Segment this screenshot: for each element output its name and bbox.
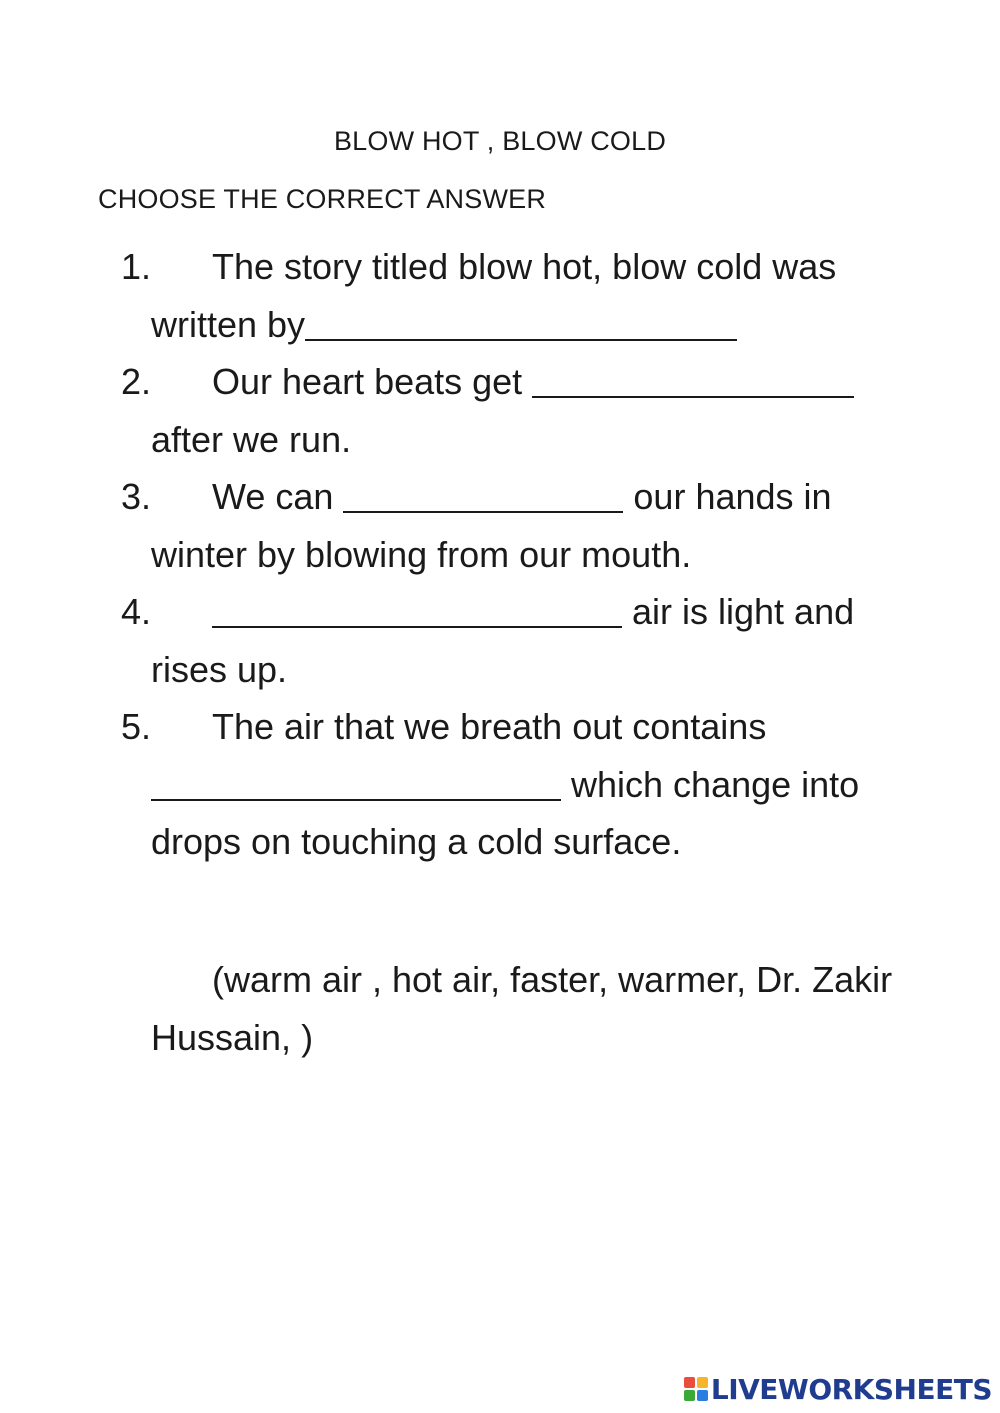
- answer-blank-4[interactable]: [212, 586, 622, 628]
- question-text: The air that we breath out contains: [212, 706, 767, 747]
- question-number: 2.: [121, 361, 152, 402]
- question-number: 5.: [121, 706, 152, 747]
- question-2: [0, 353, 911, 468]
- question-text: We can: [212, 476, 344, 517]
- question-5: [0, 698, 911, 871]
- options-text: (warm air , hot air, faster, warmer, Dr. Zakir Hussain, ): [151, 959, 893, 1058]
- answer-options: [151, 951, 911, 1066]
- question-text-after: after we run.: [151, 418, 352, 460]
- worksheet-instruction: CHOOSE THE CORRECT ANSWER: [98, 184, 547, 214]
- question-number: 3.: [121, 476, 152, 517]
- liveworksheets-logo-icon: [683, 1376, 709, 1402]
- question-text: The story titled blow hot, blow cold was written by: [151, 246, 837, 345]
- question-text-after: which change into drops on touching a cold surface.: [151, 763, 860, 862]
- question-text: Our heart beats get: [212, 361, 533, 402]
- watermark-text: LIVEWORKSHEETS: [710, 1372, 992, 1406]
- answer-blank-5[interactable]: [151, 759, 561, 801]
- answer-blank-1[interactable]: [305, 299, 737, 341]
- question-4: [0, 583, 911, 698]
- question-text-after: our hands in winter by blowing from our mouth.: [151, 476, 832, 575]
- answer-blank-3[interactable]: [343, 471, 623, 513]
- question-list: [0, 238, 1000, 871]
- question-number: 1.: [121, 246, 152, 287]
- liveworksheets-watermark: [683, 1371, 992, 1407]
- answer-blank-2[interactable]: [532, 356, 854, 398]
- worksheet-title: BLOW HOT , BLOW COLD: [333, 126, 667, 156]
- question-1: [0, 238, 911, 353]
- question-number: 4.: [121, 591, 152, 632]
- question-text-after: air is light and rises up.: [151, 591, 855, 690]
- question-3: [0, 468, 911, 583]
